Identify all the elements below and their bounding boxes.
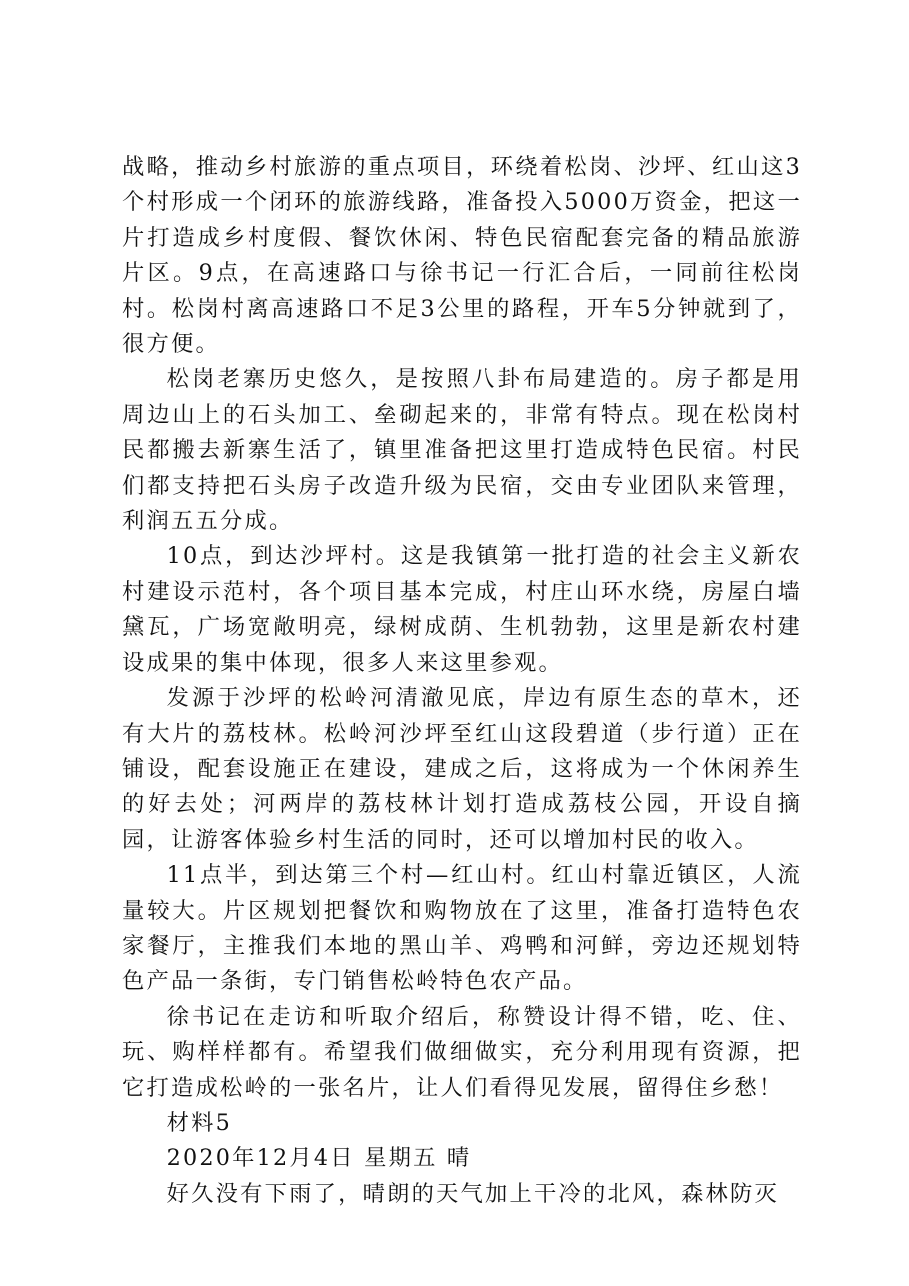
- paragraph-6: 徐书记在走访和听取介绍后，称赞设计得不错，吃、住、玩、购样样都有。希望我们做细做实，充分利用现有资源，把它打造成松岭的一张名片，让人们看得见发展，留得住乡愁！: [122, 1003, 802, 1101]
- paragraph-2: 松岗老寨历史悠久，是按照八卦布局建造的。房子都是用周边山上的石头加工、垒砌起来的，非常有特点。现在松岗村民都搬去新寨生活了，镇里准备把这里打造成特色民宿。村民们都支持把石头房子改造升级为民宿，交由专业团队来管理，利润五五分成。: [122, 366, 802, 535]
- paragraph-5: 11点半，到达第三个村—红山村。红山村靠近镇区，人流量较大。片区规划把餐饮和购物放在了这里，准备打造特色农家餐厅，主推我们本地的黑山羊、鸡鸭和河鲜，旁边还规划特色产品一条街，专门销售松岭特色农产品。: [122, 862, 802, 995]
- document-body: [122, 150, 802, 1212]
- diary-date-line: 2020年12月4日 星期五 晴: [166, 1145, 472, 1172]
- paragraph-7: 好久没有下雨了，晴朗的天气加上干冷的北风，森林防灭: [166, 1180, 780, 1207]
- paragraph-4: 发源于沙坪的松岭河清澈见底，岸边有原生态的草木，还有大片的荔枝林。松岭河沙坪至红山这段碧道（步行道）正在铺设，配套设施正在建设，建成之后，这将成为一个休闲养生的好去处；河两岸的荔枝林计划打造成荔枝公园，开设自摘园，让游客体验乡村生活的同时，还可以增加村民的收入。: [122, 685, 802, 853]
- material-heading: 材料5: [166, 1109, 232, 1136]
- paragraph-3: 10点，到达沙坪村。这是我镇第一批打造的社会主义新农村建设示范村，各个项目基本完成，村庄山环水绕，房屋白墙黛瓦，广场宽敞明亮，绿树成荫、生机勃勃，这里是新农村建设成果的集中体现，很多人来这里参观。: [122, 543, 802, 676]
- paragraph-1: 战略，推动乡村旅游的重点项目，环绕着松岗、沙坪、红山这3个村形成一个闭环的旅游线路，准备投入5000万资金，把这一片打造成乡村度假、餐饮休闲、特色民宿配套完备的精品旅游片区。9点，在高速路口与徐书记一行汇合后，一同前往松岗村。松岗村离高速路口不足3公里的路程，开车5分钟就到了，很方便。: [122, 154, 802, 358]
